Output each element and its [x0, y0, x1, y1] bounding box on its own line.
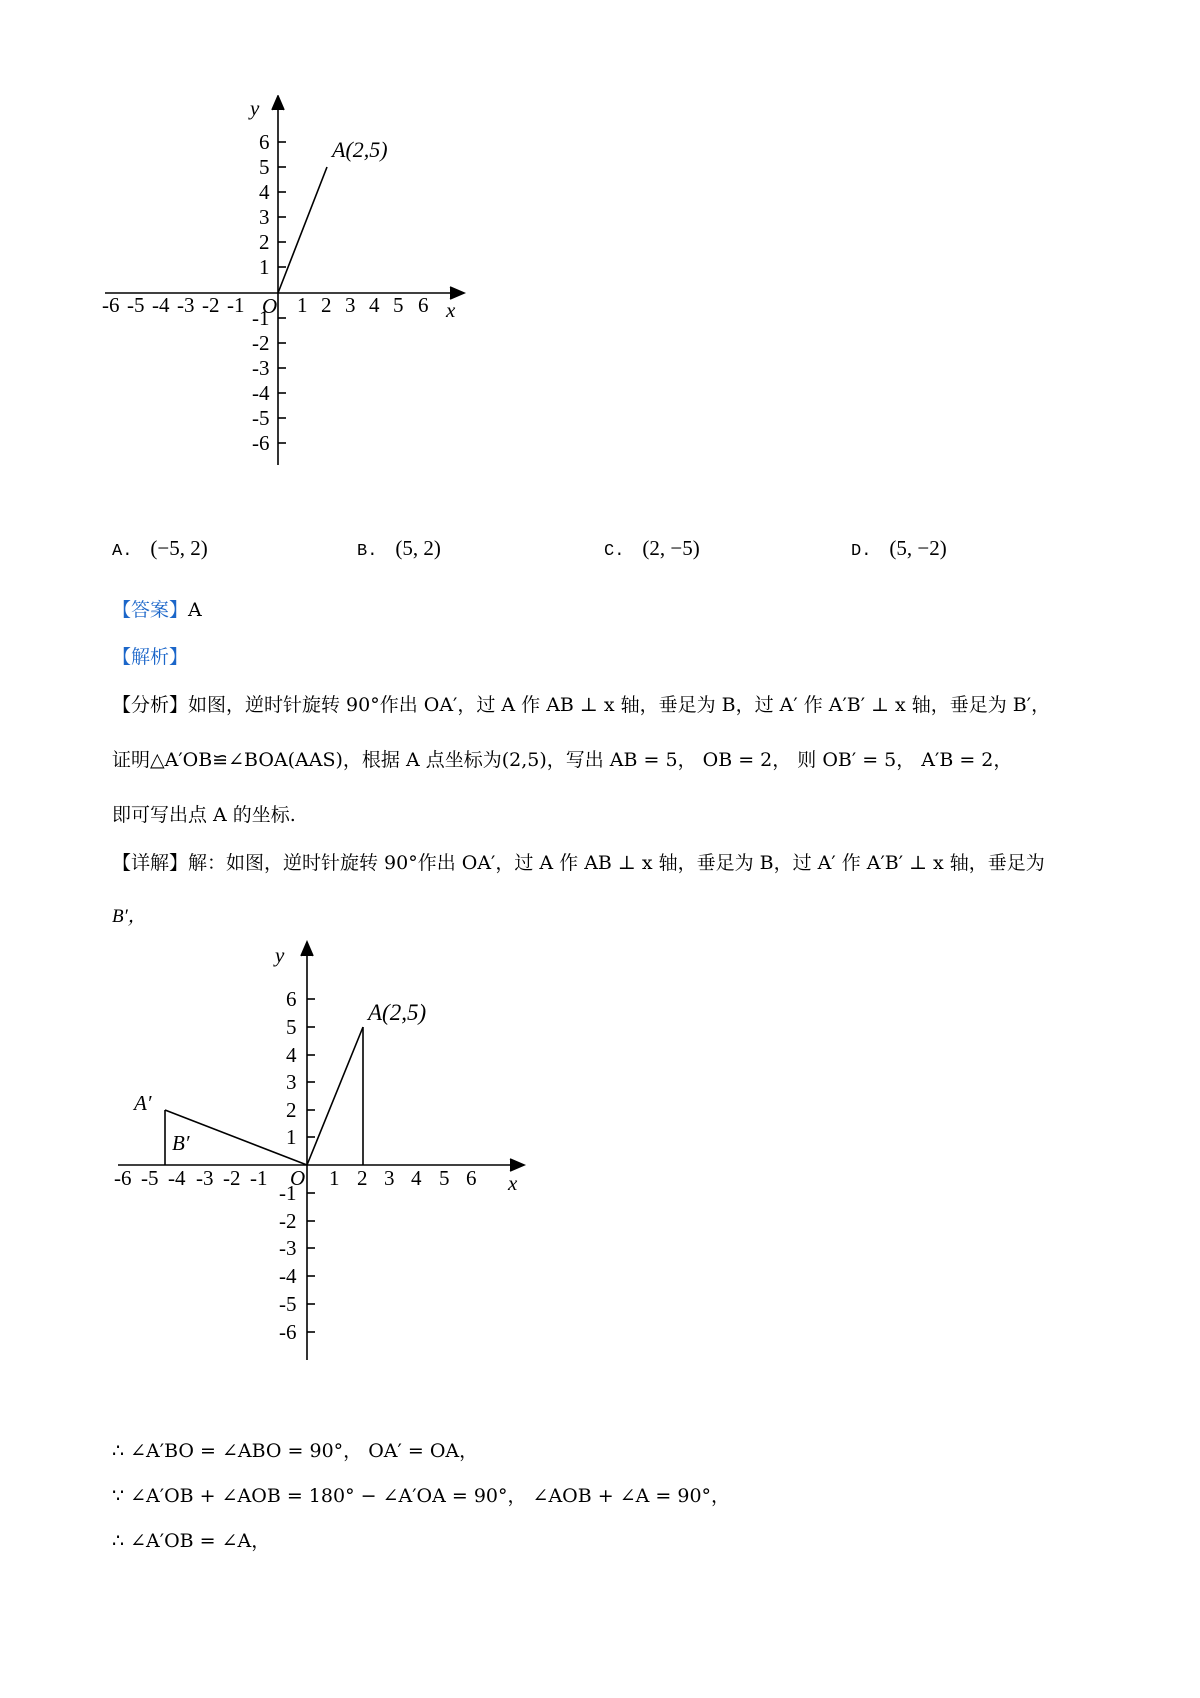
segment-OA [278, 167, 327, 293]
svg-text:4: 4 [369, 293, 380, 317]
option-b-value: (5, 2) [395, 536, 441, 560]
detail-line-1: 【详解】解：如图，逆时针旋转 90°作出 OA′，过 A 作 AB ⊥ x 轴，垂足为 B，过 A′ 作 A′B′ ⊥ x 轴，垂足为 [112, 852, 1045, 874]
option-d[interactable] [851, 536, 947, 561]
svg-text:-3: -3 [196, 1166, 214, 1190]
option-b-letter: B. [357, 542, 378, 561]
svg-text:6: 6 [259, 130, 270, 154]
option-c-letter: C. [604, 542, 625, 561]
coordinate-figure-2 [110, 940, 540, 1360]
x-axis-label: x [508, 1171, 518, 1195]
svg-text:-6: -6 [102, 293, 120, 317]
point-a-label: A(2,5) [332, 137, 388, 162]
svg-text:2: 2 [286, 1098, 297, 1122]
svg-text:3: 3 [259, 205, 270, 229]
svg-text:6: 6 [466, 1166, 477, 1190]
y-axis-label: y [250, 96, 260, 120]
svg-text:-2: -2 [223, 1166, 241, 1190]
detail-line-2: B′， [112, 906, 147, 927]
point-a-prime-label: A′ [134, 1091, 152, 1115]
svg-text:5: 5 [286, 1015, 297, 1039]
svg-text:-3: -3 [177, 293, 195, 317]
point-b-prime-label: B′ [172, 1131, 190, 1155]
x-axis-arrow [510, 1159, 524, 1171]
svg-text:-1: -1 [250, 1166, 268, 1190]
svg-text:-6: -6 [252, 431, 270, 455]
svg-text:-4: -4 [168, 1166, 186, 1190]
svg-text:-5: -5 [279, 1292, 297, 1316]
svg-text:-6: -6 [114, 1166, 132, 1190]
origin-label: O [290, 1166, 306, 1190]
analysis-line-2: 证明△A′OB≌∠BOA(AAS)，根据 A 点坐标为(2,5)，写出 AB = 5， OB = 2， 则 OB′ = 5， A′B = 2， [112, 749, 1013, 771]
svg-text:-4: -4 [279, 1264, 297, 1288]
y-axis-arrow [301, 942, 313, 956]
proof-line-3: ∴ ∠A′OB = ∠A， [112, 1530, 271, 1552]
y-axis-label: y [275, 943, 285, 967]
svg-text:5: 5 [439, 1166, 450, 1190]
option-a-value: (−5, 2) [150, 536, 208, 560]
point-a-label: A(2,5) [368, 1000, 427, 1025]
segment-OA [307, 1027, 363, 1165]
svg-text:6: 6 [286, 987, 297, 1011]
answer-tag: 【答案】 [112, 599, 189, 621]
svg-text:-2: -2 [202, 293, 220, 317]
svg-text:1: 1 [259, 255, 270, 279]
svg-text:-2: -2 [252, 331, 270, 355]
svg-text:5: 5 [259, 155, 270, 179]
svg-text:-5: -5 [141, 1166, 159, 1190]
analysis-line-1: 【分析】如图，逆时针旋转 90°作出 OA′，过 A 作 AB ⊥ x 轴，垂足为 B，过 A′ 作 A′B′ ⊥ x 轴，垂足为 B′， [112, 694, 1051, 716]
svg-text:-1: -1 [227, 293, 245, 317]
origin-label: O [262, 294, 278, 318]
svg-text:-1: -1 [279, 1181, 297, 1205]
option-a[interactable] [112, 536, 208, 561]
answer-value: A [188, 599, 202, 621]
svg-text:-3: -3 [252, 356, 270, 380]
option-d-letter: D. [851, 542, 872, 561]
proof-line-1: ∴ ∠A′BO = ∠ABO = 90°， OA′ = OA， [112, 1440, 479, 1462]
svg-text:6: 6 [418, 293, 429, 317]
svg-text:2: 2 [321, 293, 332, 317]
svg-text:4: 4 [411, 1166, 422, 1190]
svg-text:4: 4 [286, 1043, 297, 1067]
svg-text:-1: -1 [252, 306, 270, 330]
svg-text:2: 2 [357, 1166, 368, 1190]
coordinate-figure-1 [100, 95, 480, 470]
svg-text:-2: -2 [279, 1209, 297, 1233]
option-c[interactable] [604, 536, 700, 561]
svg-text:1: 1 [286, 1125, 297, 1149]
svg-text:1: 1 [297, 293, 308, 317]
option-a-letter: A. [112, 542, 133, 561]
svg-text:5: 5 [393, 293, 404, 317]
option-d-value: (5, −2) [889, 536, 947, 560]
answer-line [112, 595, 202, 622]
svg-text:4: 4 [259, 180, 270, 204]
svg-text:-6: -6 [279, 1320, 297, 1344]
x-axis-label: x [446, 298, 456, 322]
analysis-line-3: 即可写出点 A 的坐标. [112, 804, 296, 826]
svg-text:-5: -5 [252, 406, 270, 430]
svg-text:3: 3 [345, 293, 356, 317]
svg-text:-5: -5 [127, 293, 145, 317]
svg-text:2: 2 [259, 230, 270, 254]
option-c-value: (2, −5) [642, 536, 700, 560]
svg-text:3: 3 [384, 1166, 395, 1190]
option-b[interactable] [357, 536, 441, 561]
svg-text:-4: -4 [252, 381, 270, 405]
analysis-tag: 【解析】 [112, 646, 189, 668]
svg-text:3: 3 [286, 1070, 297, 1094]
svg-text:-3: -3 [279, 1236, 297, 1260]
y-axis-arrow [272, 96, 284, 110]
svg-text:1: 1 [329, 1166, 340, 1190]
proof-line-2: ∵ ∠A′OB + ∠AOB = 180° − ∠A′OA = 90°， ∠AOB + ∠A = 90°， [112, 1485, 731, 1507]
svg-text:-4: -4 [152, 293, 170, 317]
